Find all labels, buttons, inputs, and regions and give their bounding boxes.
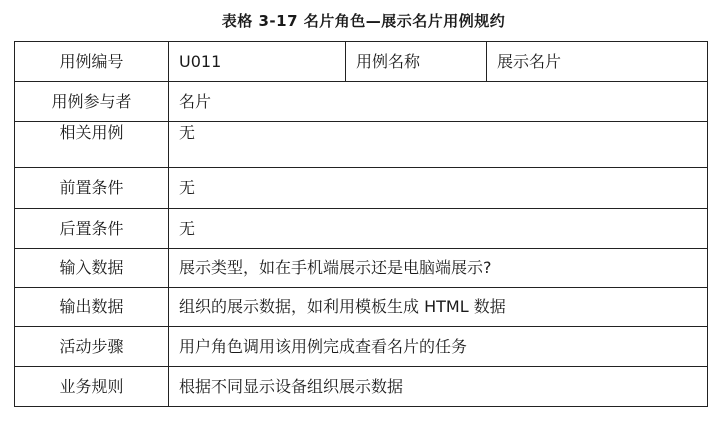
precondition-value: 无	[169, 168, 708, 209]
table-row	[15, 327, 708, 367]
table-caption: 表格 3-17 名片角色—展示名片用例规约	[221, 12, 506, 30]
table-row	[15, 288, 708, 327]
use-case-id-value: U011	[169, 42, 346, 82]
table-row	[15, 367, 708, 407]
input-data-label: 输入数据	[15, 249, 169, 288]
related-use-case-label: 相关用例	[15, 122, 169, 168]
table-row	[15, 82, 708, 122]
business-rules-label: 业务规则	[15, 367, 169, 407]
use-case-name-label: 用例名称	[346, 42, 487, 82]
related-use-case-value: 无	[169, 122, 708, 168]
use-case-id-label: 用例编号	[15, 42, 169, 82]
input-data-value: 展示类型，如在手机端展示还是电脑端展示?	[169, 249, 708, 288]
output-data-value: 组织的展示数据，如利用模板生成 HTML 数据	[169, 288, 708, 327]
actor-value: 名片	[169, 82, 708, 122]
table-row	[15, 122, 708, 168]
precondition-label: 前置条件	[15, 168, 169, 209]
business-rules-value: 根据不同显示设备组织展示数据	[169, 367, 708, 407]
output-data-label: 输出数据	[15, 288, 169, 327]
activity-steps-value: 用户角色调用该用例完成查看名片的任务	[169, 327, 708, 367]
actor-label: 用例参与者	[15, 82, 169, 122]
table-row	[15, 42, 708, 82]
use-case-name-value: 展示名片	[487, 42, 708, 82]
postcondition-value: 无	[169, 209, 708, 249]
use-case-spec-table	[14, 41, 708, 407]
activity-steps-label: 活动步骤	[15, 327, 169, 367]
table-row	[15, 168, 708, 209]
table-row	[15, 209, 708, 249]
table-row	[15, 249, 708, 288]
postcondition-label: 后置条件	[15, 209, 169, 249]
